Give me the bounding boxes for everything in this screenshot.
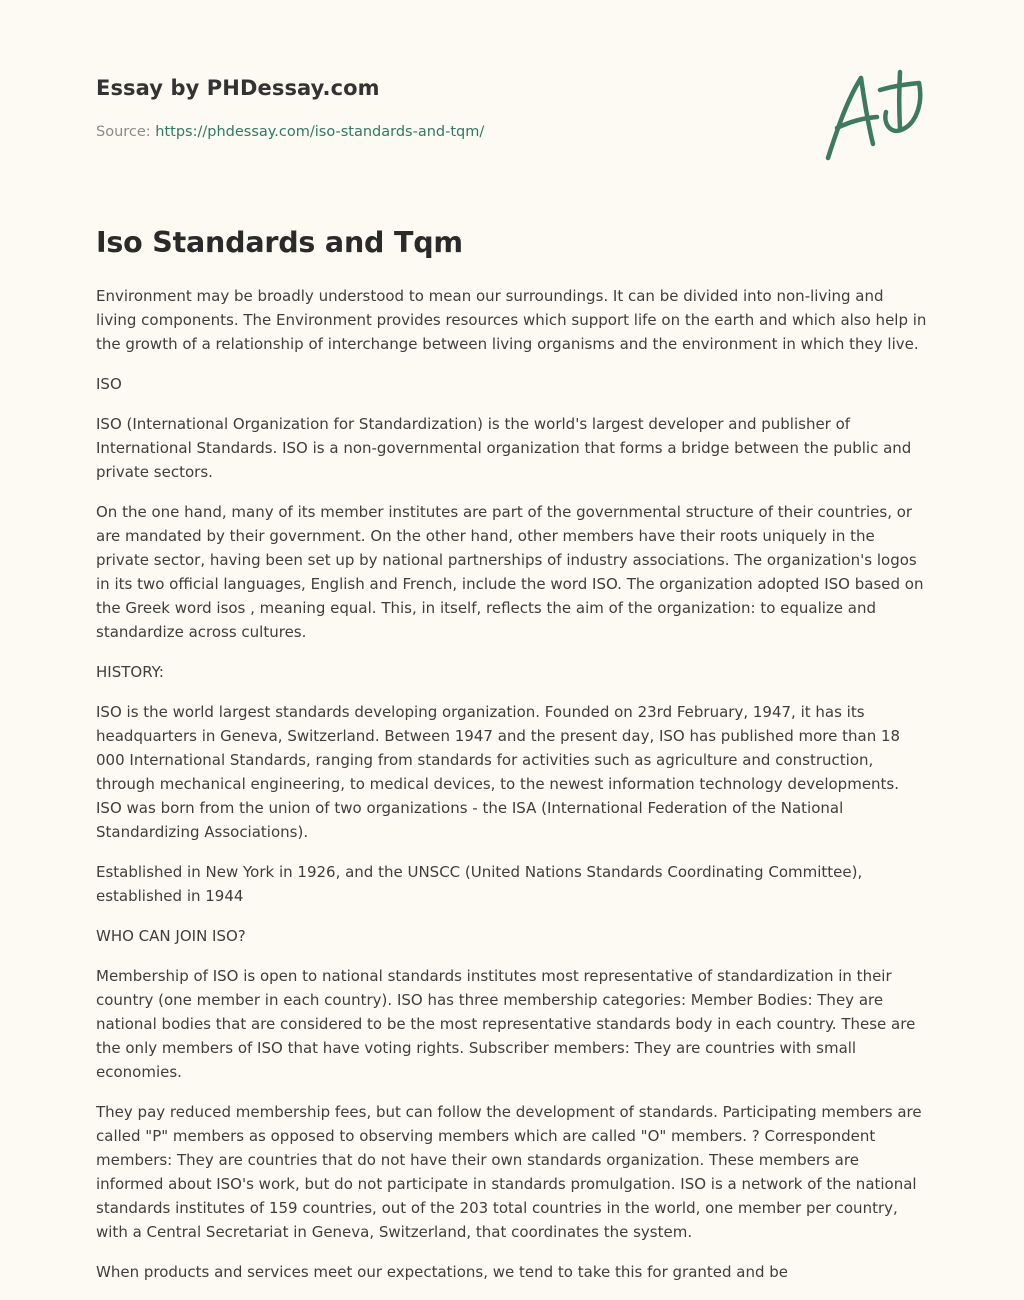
paragraph: When products and services meet our expectations, we tend to take this for granted and be [96, 1263, 789, 1281]
source-link[interactable]: https://phdessay.com/iso-standards-and-tqm/ [155, 124, 485, 140]
paragraph: Membership of ISO is open to national standards institutes most representative of standardization in their country (one member in each country). ISO has three membership categories: Member Bodies: They are national bodies that are considered to be the most representative standards body in each country. These are the only members of ISO that have voting rights. Subscriber members: They are countries with small economies. [96, 967, 916, 1081]
paragraph: On the one hand, many of its member institutes are part of the governmental structure of their countries, or are mandated by their government. On the other hand, other members have their roots uniquely in the private sector, having been set up by national partnerships of industry associations. The organization's logos in its two official languages, English and French, include the word ISO. The organization adopted ISO based on the Greek word isos , meaning equal. This, in itself, reflects the aim of the organization: to equalize and standardize across cultures. [96, 503, 924, 641]
paragraph: ISO (International Organization for Standardization) is the world's largest developer and publisher of International Standards. ISO is a non-governmental organization that forms a bridge between the public and private sectors. [96, 415, 912, 481]
paragraph: ISO is the world largest standards developing organization. Founded on 23rd February, 1947, it has its headquarters in Geneva, Switzerland. Between 1947 and the present day, ISO has published more than 18 000 International Standards, ranging from standards for activities such as agriculture and construction, through mechanical engineering, to medical devices, to the newest information technology developments. ISO was born from the union of two organizations - the ISA (International Federation of the National Standardizing Associations). [96, 703, 901, 841]
section-heading-iso: ISO [96, 375, 122, 393]
a-plus-grade-icon [823, 68, 927, 164]
essay-title: Iso Standards and Tqm [96, 226, 463, 259]
page-header [96, 76, 926, 140]
section-heading-history: HISTORY: [96, 663, 164, 681]
site-title: Essay by PHDessay.com [96, 76, 380, 100]
paragraph: Established in New York in 1926, and the UNSCC (United Nations Standards Coordinating Committee), established in 1944 [96, 863, 863, 905]
section-heading-who-can-join: WHO CAN JOIN ISO? [96, 927, 246, 945]
source-line [96, 124, 926, 140]
essay-body [96, 284, 928, 1300]
source-label: Source: [96, 124, 151, 140]
paragraph: They pay reduced membership fees, but can follow the development of standards. Participating members are called "P" members as opposed to observing members which are called "O" members. ? Correspondent members: They are countries that do not have their own standards organization. These members are informed about ISO's work, but do not participate in standards promulgation. ISO is a network of the national standards institutes of 159 countries, out of the 203 total countries in the world, one member per country, with a Central Secretariat in Geneva, Switzerland, that coordinates the system. [96, 1103, 922, 1241]
paragraph: Environment may be broadly understood to mean our surroundings. It can be divided into non-living and living components. The Environment provides resources which support life on the earth and which also help in the growth of a relationship of interchange between living organisms and the environment in which they live. [96, 287, 927, 353]
